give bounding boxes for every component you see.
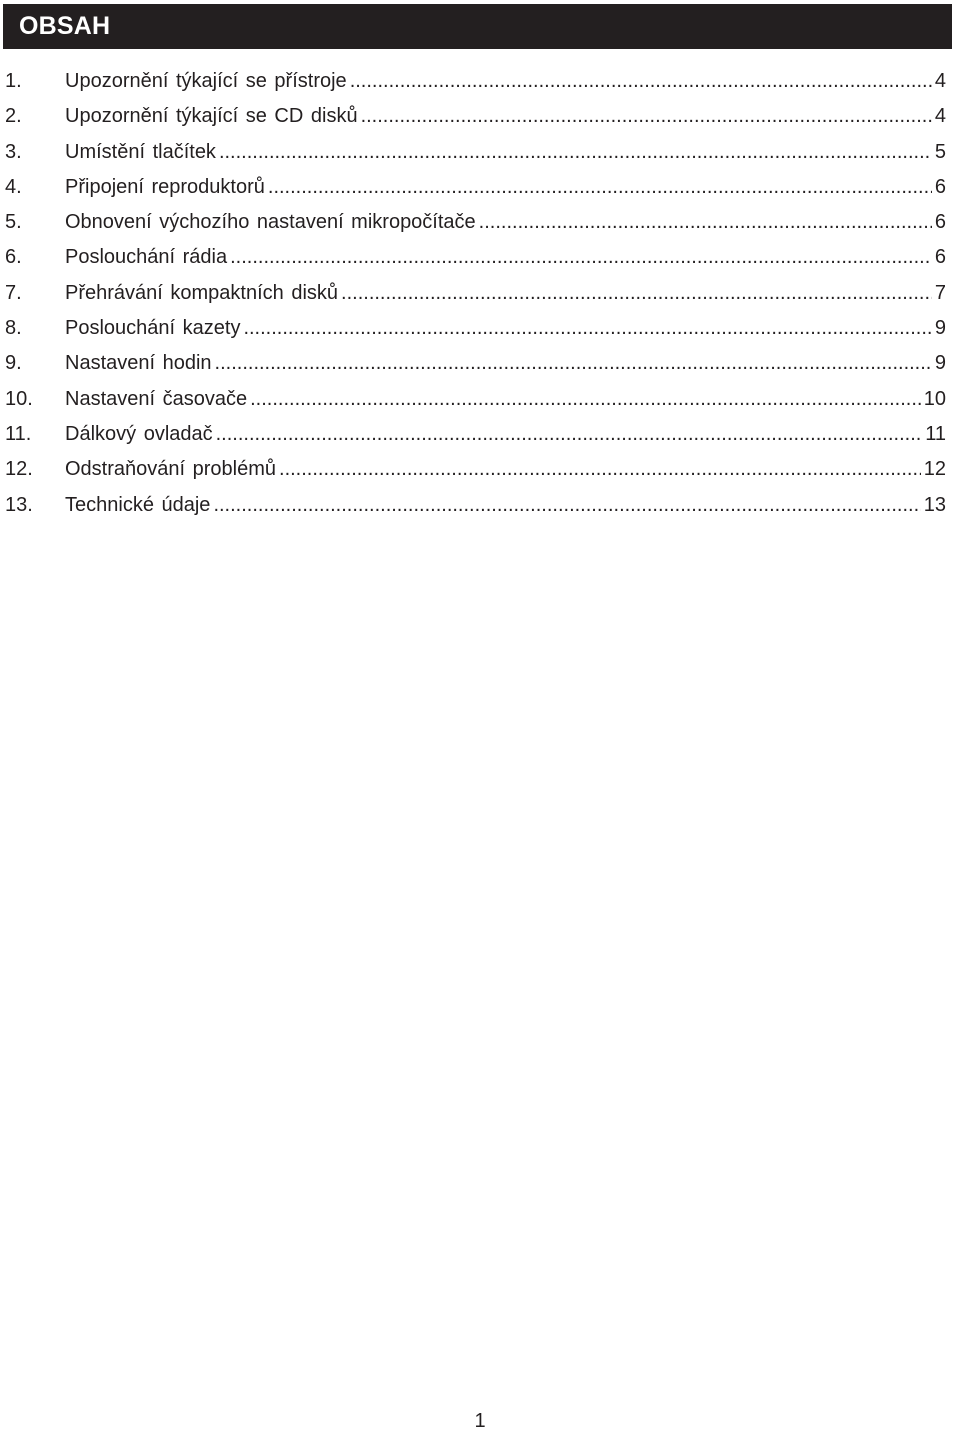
toc-entry[interactable] [5, 276, 946, 311]
toc-entry-page: 10 [923, 387, 946, 410]
toc-entry-title: Obnovení výchozího nastavení mikropočítače [65, 211, 476, 234]
toc-entry[interactable] [5, 170, 946, 205]
toc-entry-title: Dálkový ovladač [65, 422, 213, 445]
toc-entry-page: 6 [934, 246, 946, 269]
toc-leader-dots [219, 135, 932, 170]
toc-leader-dots [361, 99, 932, 134]
toc-entry[interactable] [5, 311, 946, 346]
toc-leader-dots [350, 64, 932, 99]
toc-leader-dots [279, 452, 921, 487]
toc-leader-dots [215, 346, 932, 381]
page-title: OBSAH [19, 12, 111, 40]
toc-entry[interactable] [5, 452, 946, 487]
toc-entry[interactable] [5, 346, 946, 381]
toc-entry-title: Umístění tlačítek [65, 140, 216, 163]
toc-entry-number: 2. [5, 105, 22, 128]
toc-entry-page: 11 [925, 422, 946, 445]
toc-leader-dots [243, 311, 931, 346]
toc-entry[interactable] [5, 64, 946, 99]
toc-entry[interactable] [5, 205, 946, 240]
toc-entry-title: Připojení reproduktorů [65, 175, 265, 198]
toc-entry-number: 12. [5, 458, 33, 481]
toc-entry-number: 8. [5, 317, 22, 340]
toc-leader-dots [216, 417, 923, 452]
toc-leader-dots [479, 205, 932, 240]
toc-entry-number: 1. [5, 70, 22, 92]
toc-entry[interactable] [5, 488, 946, 523]
toc-entry-number: 3. [5, 140, 22, 163]
toc-entry-title: Upozornění týkající se CD disků [65, 105, 358, 128]
toc-entry-title: Technické údaje [65, 493, 211, 516]
header-bar [3, 4, 952, 49]
toc-entry[interactable] [5, 240, 946, 275]
toc-leader-dots [341, 276, 932, 311]
toc-entry-title: Nastavení hodin [65, 352, 212, 375]
toc-entry-title: Odstraňování problémů [65, 458, 277, 481]
toc-entry-number: 13. [5, 493, 33, 516]
toc-entry-title: Přehrávání kompaktních disků [65, 281, 339, 304]
toc-entry-page: 4 [934, 105, 946, 128]
toc-entry-page: 7 [934, 281, 946, 304]
toc-entry-title: Poslouchání rádia [65, 246, 228, 269]
toc-entry-page: 6 [934, 211, 946, 234]
toc-entry[interactable] [5, 135, 946, 170]
table-of-contents [5, 64, 946, 523]
toc-entry-number: 4. [5, 175, 22, 198]
toc-entry[interactable] [5, 99, 946, 134]
toc-entry-page: 6 [934, 175, 946, 198]
toc-leader-dots [268, 170, 932, 205]
toc-entry-page: 9 [934, 352, 946, 375]
toc-entry-number: 11. [5, 422, 32, 445]
toc-entry-title: Nastavení časovače [65, 387, 248, 410]
toc-entry-page: 12 [923, 458, 946, 481]
toc-entry-number: 5. [5, 211, 22, 234]
toc-leader-dots [230, 240, 932, 275]
toc-entry-number: 9. [5, 352, 22, 375]
toc-entry-number: 6. [5, 246, 22, 269]
toc-entry-number: 7. [5, 281, 22, 304]
page-number: 1 [474, 1410, 486, 1432]
toc-entry-page: 5 [934, 140, 946, 163]
toc-leader-dots [213, 488, 920, 523]
toc-entry-page: 13 [923, 493, 946, 516]
toc-entry-number: 10. [5, 387, 33, 410]
toc-entry-page: 9 [934, 317, 946, 340]
toc-entry-title: Poslouchání kazety [65, 317, 241, 340]
toc-entry[interactable] [5, 417, 946, 452]
toc-leader-dots [250, 382, 921, 417]
toc-entry[interactable] [5, 382, 946, 417]
toc-entry-page: 4 [934, 70, 946, 92]
toc-entry-title: Upozornění týkající se přístroje [65, 70, 347, 92]
